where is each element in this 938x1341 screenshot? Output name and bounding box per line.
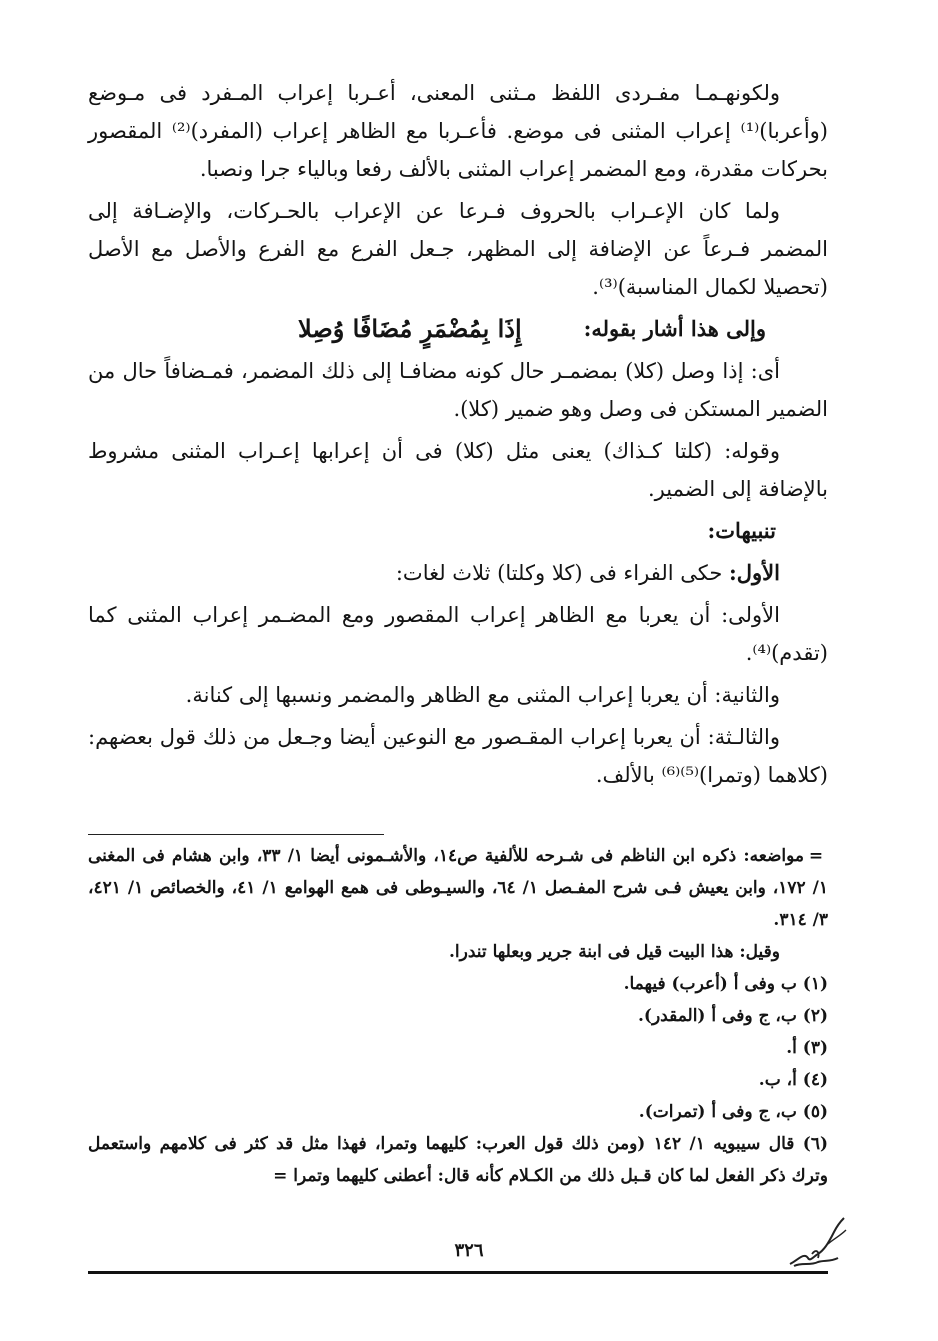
footnote-5: (٥) ب، ج وفى أ (تمرات). — [638, 1102, 828, 1122]
verse-intro: وإلى هذا أشار بقوله: — [583, 316, 766, 341]
footnote-1: (١) ب وفى أ (أعرب) فيهما. — [623, 974, 828, 994]
footnote-4: (٤) أ، ب. — [758, 1070, 828, 1090]
footnote-3: (٣) أ. — [786, 1038, 828, 1058]
paragraph-2: ولما كان الإعـراب بالحروف فـرعا عن الإعراب بالحـركات، والإضـافة إلى المضمر فـرعاً عن الإضافة إلى المظهر، جـعل الفرع مع الفرع والأصل مع الأصل (تحصيلا لكمال المناسبة)⁽³⁾. — [88, 199, 828, 299]
footnote-separator — [88, 834, 384, 835]
footnotes — [88, 840, 828, 1192]
main-text — [88, 74, 828, 798]
footnote-continuation — [88, 840, 828, 936]
first-note — [88, 554, 828, 592]
section-heading: تنبيهات: — [707, 518, 776, 543]
page-number: ٣٢٦ — [454, 1240, 484, 1261]
dialect-2: والثانية: أن يعربا إعراب المثنى مع الظاهر والمضمر ونسبها إلى كنانة. — [185, 683, 780, 707]
continuation-note: وقيل: هذا البيت قيل فى ابنة جرير وبعلها تندرا. — [449, 942, 780, 962]
handwritten-signature-icon — [784, 1214, 848, 1274]
footnote-6: (٦) قال سيبويه ١/ ١٤٢ (ومن ذلك قول العرب: كليهما وتمرا، فهذا مثل قد كثر فى كلامهم واستعمل وترك ذكر الفعل لما كان قـبل ذلك من الكـلام كأنه قال: أعطنى كليهما وتمرا = — [88, 1134, 829, 1186]
dialect-3: والثالـثة: أن يعربا إعراب المقـصور مع النوعين أيضا وجـعل من ذلك قول بعضهم: (كلاهما (وتمرا)⁽⁵⁾⁽⁶⁾ بالألف. — [88, 725, 828, 787]
verse-line — [88, 310, 828, 348]
dialect-1: الأولى: أن يعربا مع الظاهر إعراب المقصور ومع المضـمر إعراب المثنى كما (تقدم)⁽⁴⁾. — [88, 603, 828, 665]
continuation-text: مواضعه: ذكره ابن الناظم فى شـرحه للألفية ص١٤، والأشـمونى أيضا ١/ ٣٣، وابن هشام فى المغنى ١/ ١٧٢، وابن يعيش فـى شرح المفـصل ١/ ٦٤، والسيـوطى فى همع الهوامع ١/ ٤١، والخصائص ١/ ٤٢١، ٣/ ٣١٤. — [88, 846, 829, 930]
verse-text: إِذَا بِمُضْمَرٍ مُضَافًا وُصِلا — [298, 314, 522, 343]
bottom-rule — [88, 1271, 828, 1274]
first-note-label: الأول: — [729, 560, 780, 585]
paragraph-4: وقوله: (كلتا كـذاك) يعنى مثل (كلا) فى أن إعرابها إعـراب المثنى مشروط بالإضافة إلى الضمير. — [88, 439, 828, 501]
paragraph-3: أى: إذا وصل (كلا) بمضمـر حال كونه مضافـا إلى ذلك المضمر، فمـضافاً حال من الضمير المستكن فى وصل وهو ضمير (كلا). — [88, 359, 828, 421]
paragraph-1: ولكونهـمـا مفـردى اللفظ مـثنى المعنى، أعـربا إعراب المـفرد فى مـوضع (وأعربا)⁽¹⁾ إعراب المثنى فى موضع. فأعـربا مع الظاهر إعراب (المفرد)⁽²⁾ المقصور بحركات مقدرة، ومع المضمر إعراب المثنى بالألف رفعا وبالياء جرا ونصبا. — [88, 81, 829, 181]
first-note-text: حكى الفراء فى (كلا وكلتا) ثلاث لغات: — [395, 561, 723, 585]
footnote-2: (٢) ب، ج وفى أ (المقدر). — [638, 1006, 828, 1026]
continuation-marker: = — [808, 846, 824, 866]
